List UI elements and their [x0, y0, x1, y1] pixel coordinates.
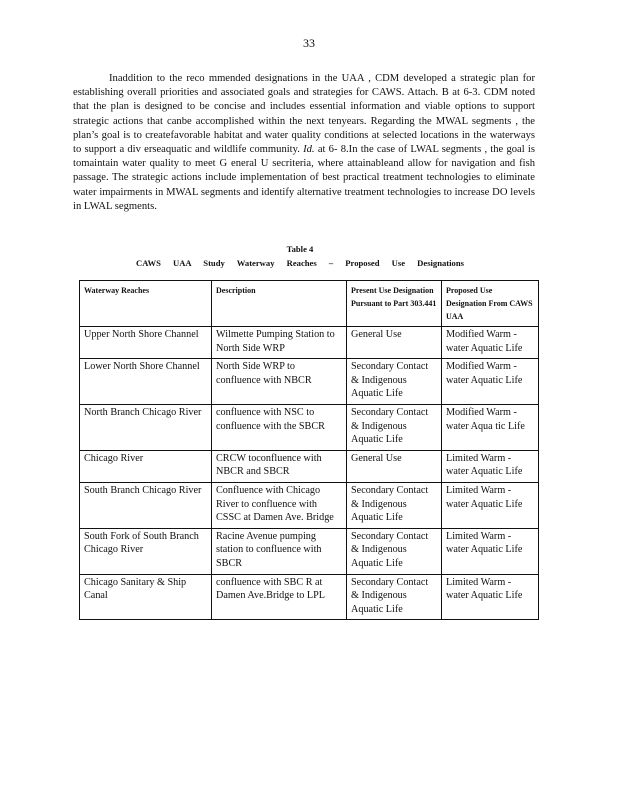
table-row [80, 574, 539, 620]
cell-proposed-use: Limited Warm - water Aquatic Life [442, 482, 539, 528]
citation-id: Id. [303, 144, 315, 156]
cell-present-use: Secondary Contact & Indigenous Aquatic Life [347, 528, 442, 574]
cell-proposed-use: Modified Warm - water Aqua tic Life [442, 404, 539, 450]
table-caption [120, 242, 480, 270]
body-paragraph [73, 72, 535, 214]
cell-present-use: Secondary Contact & Indigenous Aquatic Life [347, 359, 442, 405]
cell-reach: South Fork of South Branch Chicago River [80, 528, 212, 574]
table-row [80, 528, 539, 574]
paragraph-text-part1: Inaddition to the reco mmended designations in the UAA , CDM developed a strategic plan for establishing overall priorities and associated goals and strategies for CAWS. Attach. B at 6-3. CDM noted that the plan is designed to be concise and includes essential information and viable options to support strategic actions that canbe accomplished within the next tenyears. Regarding the MWAL segments , the plan’s goal is to createfavorable habitat and water quality conditions at selected locations in the waterways to support a div erseaquatic and wildlife community. [73, 73, 535, 156]
table-row [80, 482, 539, 528]
cell-description: Wilmette Pumping Station to North Side WRP [212, 327, 347, 359]
header-present-use: Present Use Designation Pursuant to Part 303.441 [347, 281, 442, 327]
cell-description: confluence with SBC R at Damen Ave.Bridge to LPL [212, 574, 347, 620]
table-body [80, 327, 539, 620]
table-caption-number: Table 4 [286, 244, 314, 254]
page-number: 33 [303, 36, 315, 50]
header-waterway-reaches: Waterway Reaches [80, 281, 212, 327]
table-row [80, 404, 539, 450]
proposed-use-designations-table [79, 280, 539, 620]
paragraph-text-part2: at 6- 8.In the case of LWAL segments , the goal is tomaintain water quality to meet G eneral U secriteria, where attainableand allow for navigation and fish passage. The strategic actions include implementation of best practical treatment technologies to eliminate water impairments in MWAL segments and identify alternative treatment technologies to increase DO levels in LWAL segments. [73, 144, 535, 212]
header-description: Description [212, 281, 347, 327]
cell-proposed-use: Limited Warm - water Aquatic Life [442, 574, 539, 620]
table-row [80, 450, 539, 482]
cell-proposed-use: Limited Warm - water Aquatic Life [442, 528, 539, 574]
cell-description: Confluence with Chicago River to confluence with CSSC at Damen Ave. Bridge [212, 482, 347, 528]
cell-proposed-use: Modified Warm - water Aquatic Life [442, 359, 539, 405]
cell-description: North Side WRP to confluence with NBCR [212, 359, 347, 405]
header-proposed-use: Proposed Use Designation From CAWS UAA [442, 281, 539, 327]
table-row [80, 327, 539, 359]
cell-reach: Upper North Shore Channel [80, 327, 212, 359]
cell-reach: Chicago River [80, 450, 212, 482]
cell-present-use: Secondary Contact & Indigenous Aquatic Life [347, 574, 442, 620]
cell-description: confluence with NSC to confluence with the SBCR [212, 404, 347, 450]
cell-reach: South Branch Chicago River [80, 482, 212, 528]
cell-present-use: Secondary Contact & Indigenous Aquatic Life [347, 482, 442, 528]
cell-reach: Lower North Shore Channel [80, 359, 212, 405]
table-caption-title: CAWS UAA Study Waterway Reaches – Proposed Use Designations [136, 258, 464, 268]
cell-present-use: General Use [347, 450, 442, 482]
cell-proposed-use: Modified Warm - water Aquatic Life [442, 327, 539, 359]
table-header-row [80, 281, 539, 327]
cell-proposed-use: Limited Warm - water Aquatic Life [442, 450, 539, 482]
cell-description: Racine Avenue pumping station to confluence with SBCR [212, 528, 347, 574]
cell-reach: North Branch Chicago River [80, 404, 212, 450]
cell-description: CRCW toconfluence with NBCR and SBCR [212, 450, 347, 482]
cell-reach: Chicago Sanitary & Ship Canal [80, 574, 212, 620]
cell-present-use: General Use [347, 327, 442, 359]
table-row [80, 359, 539, 405]
cell-present-use: Secondary Contact & Indigenous Aquatic Life [347, 404, 442, 450]
